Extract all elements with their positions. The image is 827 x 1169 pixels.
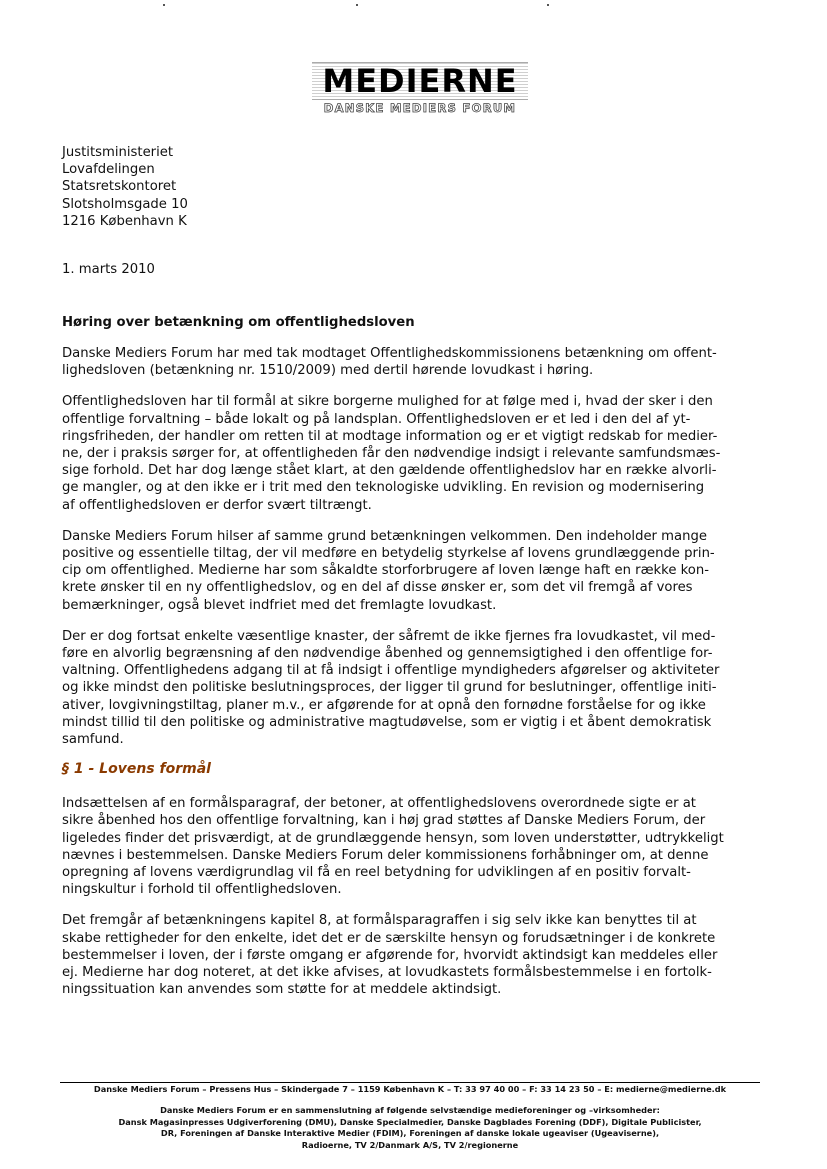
paragraph bbox=[62, 628, 762, 748]
paragraph bbox=[62, 528, 762, 614]
paragraph bbox=[62, 393, 762, 513]
footer-members-line: Danske Mediers Forum er en sammenslutning af følgende selvstændige medieforeninger og –virksomheder: bbox=[160, 1105, 660, 1115]
text-line: Offentlighedsloven har til formål at sikre borgerne mulighed for at følge med i, hvad der sker i den bbox=[62, 394, 713, 410]
text-line: Danske Mediers Forum hilser af samme grund betænkningen velkommen. Den indeholder mange bbox=[62, 528, 707, 544]
recipient-line: Statsretskontoret bbox=[62, 179, 177, 195]
text-line: positive og essentielle tiltag, der vil medføre en betydelig styrkelse af lovens grundlæggende prin- bbox=[62, 546, 715, 562]
text-line: samfund. bbox=[62, 732, 124, 748]
letter-body bbox=[62, 314, 762, 1013]
footer-divider bbox=[60, 1082, 760, 1083]
text-line: bestemmelser i loven, der i første omgang er afgørende for, hvorvidt aktindsigt kan meddeles eller bbox=[62, 947, 718, 963]
text-line: ativer, lovgivningstiltag, planer m.v., er afgørende for at opnå den fornødne forståelse for og ikke bbox=[62, 697, 706, 713]
recipient-line: Slotsholmsgade 10 bbox=[62, 196, 188, 212]
text-line: sige forhold. Det har dog længe stået klart, at den gældende offentlighedslov har en række alvorli- bbox=[62, 463, 717, 479]
text-line: bemærkninger, også blevet indfriet med det fremlagte lovudkast. bbox=[62, 597, 497, 613]
text-line: Der er dog fortsat enkelte væsentlige knaster, der såfremt de ikke fjernes fra lovudkastet, vil med- bbox=[62, 628, 716, 644]
text-line: sikre åbenhed hos den offentlige forvaltning, kan i høj grad støttes af Danske Mediers Forum, der bbox=[62, 813, 706, 829]
logo-striped-band bbox=[312, 62, 528, 100]
text-line: lighedsloven (betænkning nr. 1510/2009) med dertil hørende lovudkast i høring. bbox=[62, 363, 594, 379]
text-line: valtning. Offentlighedens adgang til at få indsigt i offentlige myndigheders afgørelser og aktiviteter bbox=[62, 663, 720, 679]
footer-address: Danske Mediers Forum – Pressens Hus – Skindergade 7 – 1159 København K – T: 33 97 40 00 – F: 33 14 23 50 – E: medierne@medierne.dk bbox=[93, 1084, 727, 1094]
text-line: og ikke mindst den politiske beslutningsproces, der ligger til grund for beslutninger, offentlige initi- bbox=[62, 680, 717, 696]
paragraph bbox=[62, 912, 762, 998]
text-line: ringsfriheden, der handler om retten til at modtage information og er et vigtigt redskab for medier- bbox=[62, 428, 718, 444]
text-line: offentlige forvaltning – både lokalt og på landsplan. Offentlighedsloven er et led i den del af yt- bbox=[62, 411, 691, 427]
text-line: ne, der i praksis sørger for, at offentligheden får den nødvendige indsigt i relevante samfundsmæs- bbox=[62, 446, 721, 462]
recipient-line: Justitsministeriet bbox=[62, 145, 174, 160]
text-line: Indsættelsen af en formålsparagraf, der betoner, at offentlighedslovens overordnede sigte er at bbox=[62, 796, 696, 812]
text-line: krete ønsker til en ny offentlighedslov, og en del af disse ønsker er, som det vil fremgå af vores bbox=[62, 580, 693, 596]
letter-title: Høring over betænkning om offentlighedsloven bbox=[62, 315, 415, 330]
text-line: af offentlighedsloven er derfor svært tiltrængt. bbox=[62, 497, 372, 513]
footer-members-line: Radioerne, TV 2/Danmark A/S, TV 2/regionerne bbox=[301, 1139, 519, 1150]
scan-dot bbox=[356, 4, 358, 6]
scan-dot bbox=[547, 4, 549, 6]
logo-subtitle: DANSKE MEDIERS FORUM bbox=[323, 101, 517, 115]
text-line: Det fremgår af betænkningens kapitel 8, at formålsparagraffen i sig selv ikke kan benyttes til at bbox=[62, 913, 697, 929]
scan-dot bbox=[163, 4, 165, 6]
text-line: cip om offentlighed. Medierne har som såkaldte storforbrugere af loven længe haft en række kon- bbox=[62, 563, 709, 579]
footer-members bbox=[60, 1105, 760, 1151]
text-line: Danske Mediers Forum har med tak modtaget Offentlighedskommissionens betænkning om offent- bbox=[62, 346, 717, 361]
text-line: mindst tillid til den politiske og administrative magtudøvelse, som er vigtig i et åbent demokratisk bbox=[62, 714, 712, 730]
text-line: ej. Medierne har dog noteret, at det ikke afvises, at lovudkastets formålsbestemmelse i en fortolk- bbox=[62, 965, 712, 981]
logo-word: MEDIERNE bbox=[322, 62, 518, 100]
paragraph bbox=[62, 795, 762, 898]
recipient-line: 1216 København K bbox=[62, 213, 187, 229]
text-line: ligeledes finder det prisværdigt, at de grundlæggende hensyn, som loven understøtter, udtrykkeligt bbox=[62, 830, 724, 846]
medierne-logo bbox=[312, 62, 528, 115]
section-heading: § 1 - Lovens formål bbox=[62, 761, 211, 778]
text-line: skabe rettigheder for den enkelte, idet det er de særskilte hensyn og forudsætninger i de konkrete bbox=[62, 930, 716, 946]
text-line: opregning af lovens værdigrundlag vil få en reel betydning for udviklingen af en positiv forvalt- bbox=[62, 865, 691, 881]
text-line: ge mangler, og at den ikke er i trit med den teknologiske udvikling. En revision og modernisering bbox=[62, 480, 705, 496]
text-line: ningssituation kan anvendes som støtte for at meddele aktindsigt. bbox=[62, 982, 502, 998]
footer-members-line: DR, Foreningen af Danske Interaktive Medier (FDIM), Foreningen af danske lokale ugeaviser (Ugeaviserne), bbox=[160, 1128, 660, 1138]
footer-members-line: Dansk Magasinpresses Udgiverforening (DMU), Danske Specialmedier, Danske Dagblades Forening (DDF), Digitale Publicister, bbox=[118, 1116, 702, 1127]
letter-date: 1. marts 2010 bbox=[62, 262, 155, 277]
text-line: nævnes i bestemmelsen. Danske Mediers Forum deler kommissionens forhåbninger om, at denne bbox=[62, 847, 709, 863]
text-line: ningskultur i forhold til offentlighedsloven. bbox=[62, 882, 342, 898]
text-line: føre en alvorlig begrænsning af den nødvendige åbenhed og gennemsigtighed i den offentlige for- bbox=[62, 646, 713, 662]
paragraph bbox=[62, 345, 762, 379]
recipient-address bbox=[62, 144, 188, 230]
recipient-line: Lovafdelingen bbox=[62, 162, 155, 178]
